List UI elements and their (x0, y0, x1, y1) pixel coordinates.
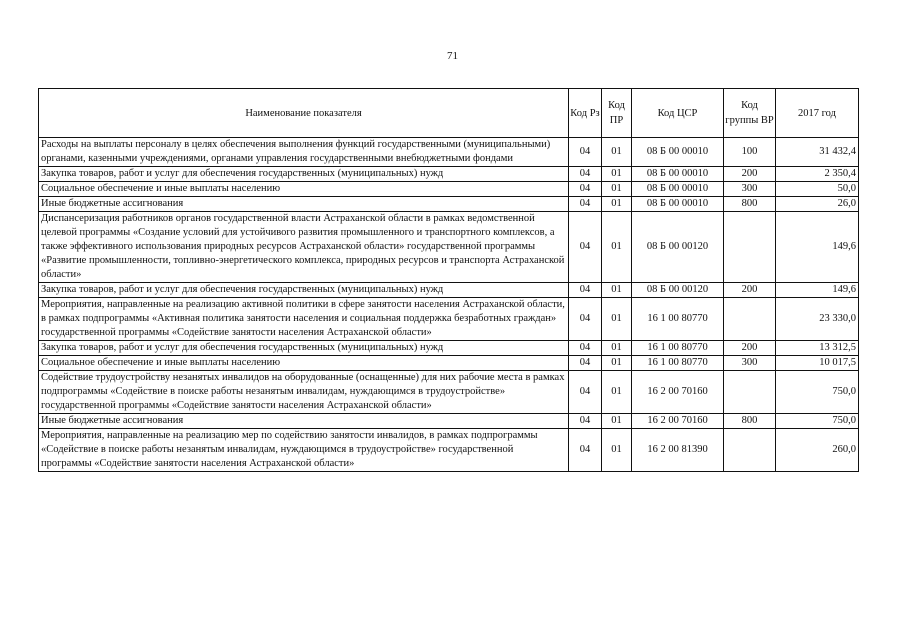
table-header-row (39, 89, 859, 138)
row-name: Содействие трудоустройству незанятых инвалидов на оборудованные (оснащенные) для них рабочие места в рамках подпрограммы «Содействие в поиске работы незанятым инвалидам, нуждающимся в трудоустройстве» государственной программы «Содействие занятости населения Астраханской области» (39, 371, 569, 414)
row-csr: 08 Б 00 00010 (632, 167, 724, 182)
table-row (39, 429, 859, 472)
row-pr: 01 (602, 298, 632, 341)
table-row (39, 197, 859, 212)
row-csr: 16 1 00 80770 (632, 341, 724, 356)
row-rz: 04 (569, 197, 602, 212)
row-name: Закупка товаров, работ и услуг для обеспечения государственных (муниципальных) нужд (39, 283, 569, 298)
row-rz: 04 (569, 212, 602, 283)
row-vr: 200 (724, 283, 776, 298)
row-csr: 16 1 00 80770 (632, 298, 724, 341)
row-pr: 01 (602, 197, 632, 212)
table-row (39, 167, 859, 182)
row-vr: 800 (724, 414, 776, 429)
row-csr: 08 Б 00 00010 (632, 197, 724, 212)
row-name: Иные бюджетные ассигнования (39, 197, 569, 212)
page-number: 71 (447, 50, 458, 62)
row-pr: 01 (602, 371, 632, 414)
row-amount: 26,0 (776, 197, 859, 212)
header-rz: Код Рз (569, 89, 602, 138)
row-name: Мероприятия, направленные на реализацию активной политики в сфере занятости населения Астраханской области, в рамках подпрограммы «Активная политика занятости населения и социальная поддержка безработных граждан» государственной программы «Содействие занятости населения Астраханской области» (39, 298, 569, 341)
row-csr: 08 Б 00 00120 (632, 283, 724, 298)
table-row (39, 371, 859, 414)
row-vr: 800 (724, 197, 776, 212)
row-vr (724, 298, 776, 341)
row-pr: 01 (602, 212, 632, 283)
row-amount: 13 312,5 (776, 341, 859, 356)
row-pr: 01 (602, 182, 632, 197)
table-row (39, 212, 859, 283)
row-csr: 16 2 00 81390 (632, 429, 724, 472)
row-csr: 08 Б 00 00010 (632, 182, 724, 197)
row-rz: 04 (569, 298, 602, 341)
row-name: Социальное обеспечение и иные выплаты населению (39, 182, 569, 197)
row-vr: 100 (724, 138, 776, 167)
row-rz: 04 (569, 429, 602, 472)
table-row (39, 414, 859, 429)
row-rz: 04 (569, 356, 602, 371)
row-pr: 01 (602, 429, 632, 472)
row-pr: 01 (602, 356, 632, 371)
budget-table (38, 88, 859, 472)
row-rz: 04 (569, 138, 602, 167)
header-vr: Код группы ВР (724, 89, 776, 138)
row-pr: 01 (602, 138, 632, 167)
header-year: 2017 год (776, 89, 859, 138)
row-pr: 01 (602, 283, 632, 298)
row-rz: 04 (569, 182, 602, 197)
row-csr: 16 2 00 70160 (632, 371, 724, 414)
row-amount: 260,0 (776, 429, 859, 472)
row-rz: 04 (569, 341, 602, 356)
table-row (39, 341, 859, 356)
row-vr: 200 (724, 341, 776, 356)
row-amount: 23 330,0 (776, 298, 859, 341)
row-name: Мероприятия, направленные на реализацию мер по содействию занятости инвалидов, в рамках подпрограммы «Содействие в поиске работы незанятым инвалидам, нуждающимся в трудоустройстве» государственной программы «Содействие занятости населения Астраханской области» (39, 429, 569, 472)
row-amount: 2 350,4 (776, 167, 859, 182)
row-vr (724, 371, 776, 414)
row-pr: 01 (602, 167, 632, 182)
row-name: Иные бюджетные ассигнования (39, 414, 569, 429)
table-row (39, 182, 859, 197)
header-csr: Код ЦСР (632, 89, 724, 138)
row-vr: 300 (724, 182, 776, 197)
row-amount: 750,0 (776, 414, 859, 429)
row-name: Закупка товаров, работ и услуг для обеспечения государственных (муниципальных) нужд (39, 167, 569, 182)
row-rz: 04 (569, 283, 602, 298)
row-amount: 750,0 (776, 371, 859, 414)
row-rz: 04 (569, 414, 602, 429)
row-amount: 149,6 (776, 212, 859, 283)
row-vr: 300 (724, 356, 776, 371)
table-row (39, 298, 859, 341)
row-name: Закупка товаров, работ и услуг для обеспечения государственных (муниципальных) нужд (39, 341, 569, 356)
row-csr: 08 Б 00 00120 (632, 212, 724, 283)
header-name: Наименование показателя (39, 89, 569, 138)
row-amount: 31 432,4 (776, 138, 859, 167)
header-pr: Код ПР (602, 89, 632, 138)
row-csr: 08 Б 00 00010 (632, 138, 724, 167)
table-row (39, 283, 859, 298)
row-csr: 16 1 00 80770 (632, 356, 724, 371)
row-name: Расходы на выплаты персоналу в целях обеспечения выполнения функций государственными (муниципальными) органами, казенными учреждениями, органами управления государственными внебюджетными фондами (39, 138, 569, 167)
row-name: Социальное обеспечение и иные выплаты населению (39, 356, 569, 371)
row-pr: 01 (602, 341, 632, 356)
row-csr: 16 2 00 70160 (632, 414, 724, 429)
table-row (39, 138, 859, 167)
row-vr (724, 212, 776, 283)
row-vr: 200 (724, 167, 776, 182)
row-pr: 01 (602, 414, 632, 429)
row-name: Диспансеризация работников органов государственной власти Астраханской области в рамках ведомственной целевой программы «Создание условий для устойчивого развития промышленного и транспортного комплексов, а также эффективного использования природных ресурсов Астраханской области» государственной программы «Развитие промышленности, топливно-энергетического комплекса, природных ресурсов и транспорта Астраханской области» (39, 212, 569, 283)
row-rz: 04 (569, 167, 602, 182)
row-amount: 10 017,5 (776, 356, 859, 371)
row-vr (724, 429, 776, 472)
row-rz: 04 (569, 371, 602, 414)
table-row (39, 356, 859, 371)
row-amount: 149,6 (776, 283, 859, 298)
row-amount: 50,0 (776, 182, 859, 197)
